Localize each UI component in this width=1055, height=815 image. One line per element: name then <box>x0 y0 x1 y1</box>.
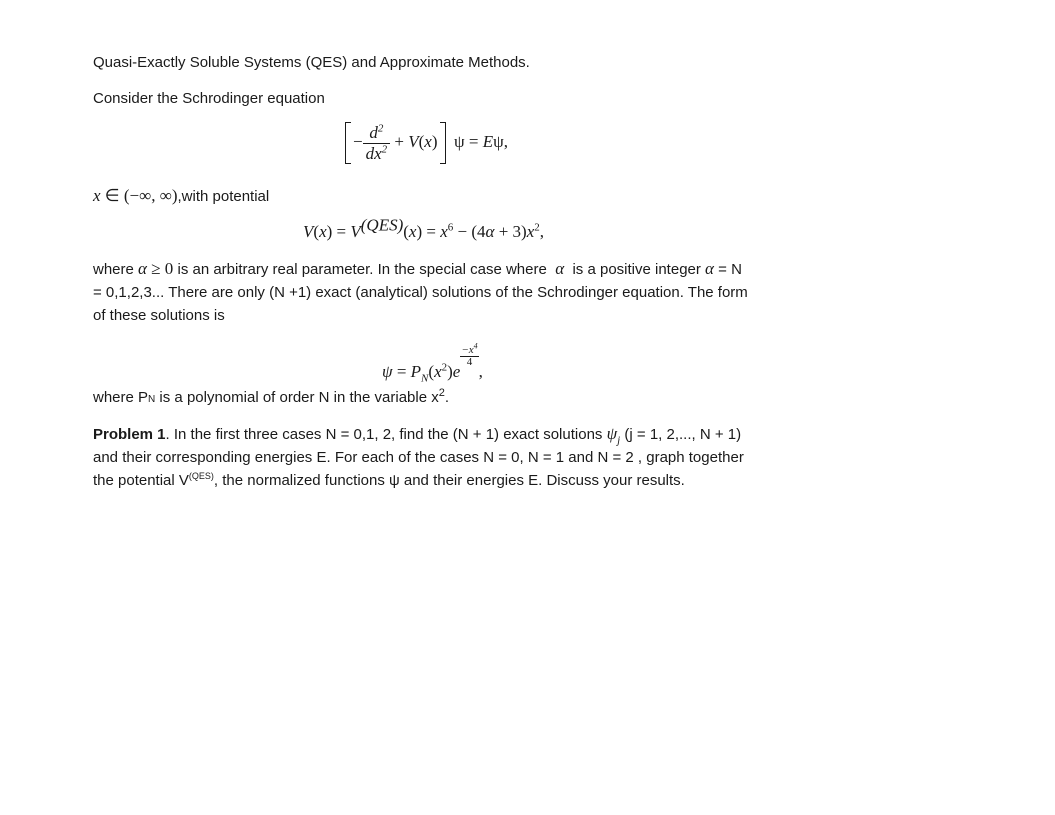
schrodinger-equation: − $\frac{d^2}{dx^2}$ + V(x) ψ = Eψ, <box>345 122 508 164</box>
where-line-3: of these solutions is <box>93 307 225 324</box>
where-line-1: is an arbitrary real parameter. In the special case where <box>177 261 547 278</box>
problem-label: Problem 1 <box>93 426 166 443</box>
where-line-1b: is a positive integer <box>572 261 701 278</box>
problem-line-1b: (j = 1, 2,..., N + 1) <box>624 426 742 443</box>
solution-equation: $\psi = P_N(x^2)e$ $\frac{-x^4}{4}$ , <box>382 341 483 385</box>
document-title: Quasi-Exactly Soluble Systems (QES) and Approximate Methods. <box>93 54 530 71</box>
domain-line: x ∈ (−∞, ∞),with potential <box>93 186 270 205</box>
problem-line-1a: . In the first three cases N = 0,1, 2, find the (N + 1) exact solutions <box>165 426 603 443</box>
where-line-2: = 0,1,2,3... There are only (N +1) exact (analytical) solutions of the Schrodinger equation. The form <box>93 284 748 301</box>
problem-paragraph: Problem 1. In the first three cases N = 0,1, 2, find the (N + 1) exact solutions $\psi_j$ (j = 1, 2,..., N + 1) and their corresponding energies E. For each of the cases N = 0, N = 1 and N = 2 , graph together the potential $V^{(QES)}$, the normalized functions ψ and their energies E. Discuss your results. <box>93 424 744 489</box>
domain-text: ,with potential <box>177 188 270 205</box>
problem-line-2: and their corresponding energies E. For each of the cases N = 0, N = 1 and N = 2 , graph together <box>93 449 744 466</box>
polynomial-note: where PN is a polynomial of order N in the variable $x^2$. <box>93 387 450 406</box>
potential-equation: $V(x) = V^{(QES)}(x) = x^6 - (4\alpha + 3)x^2$, <box>303 215 544 241</box>
parameter-paragraph: where α ≥ 0 is an arbitrary real parameter. In the special case where α is a positive integer α = N = 0,1,2,3... There are only (N +1) exact (analytical) solutions of the Schrodinger equation. The form of these solutions is <box>93 259 748 324</box>
where-line-1c: = N <box>718 261 742 278</box>
intro-text: Consider the Schrodinger equation <box>93 90 325 107</box>
